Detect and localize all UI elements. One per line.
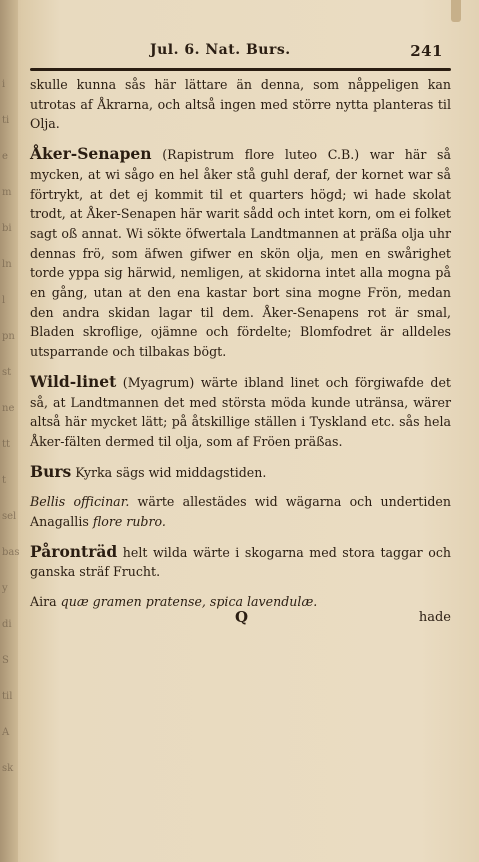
bleed-glyph: t [2,475,7,486]
page-tab [451,0,461,22]
bleed-glyph: bi [2,223,12,234]
bleed-glyph: i [2,79,6,90]
bleed-glyph: pn [2,331,15,342]
bleed-glyph: l [2,295,6,306]
page-number: 241 [410,42,443,60]
bleed-glyph: tt [2,439,11,450]
bleed-glyph: m [2,187,12,198]
bleed-glyph: di [2,619,12,630]
paragraph: Aira quæ gramen pratense, spica lavendulæ. [30,594,318,610]
catchword: hade [418,609,451,625]
bleed-glyph: e [2,151,8,162]
bleed-glyph: st [2,367,12,378]
header-rule [30,68,451,71]
lead-word: Burs [30,461,72,481]
paragraph: Bellis officinar. wärte allestädes wid wägarna och undertiden Anagallis flore rubro. [30,494,452,530]
paragraph: Wild-linet (Myagrum) wärte ibland linet och förgiwafde det så, at Landtmannen det med största möda kunde utränsa, wärer altså här mycket lätt; på åtskillige ställen i Tyskland etc. sås hela Åker-fälten dermed til olja, som af Fröen präßas. [30,371,451,449]
signature-mark: Q [235,607,249,626]
bleed-glyph: til [2,691,13,702]
lead-word: Påronträd [30,541,118,561]
signature-line [30,608,451,634]
paragraph: Burs Kyrka sägs wid middagstiden. [30,461,267,481]
lead-word: Wild-linet [30,371,117,391]
bleed-glyph: A [2,727,10,738]
paragraph: Åker-Senapen (Rapistrum flore luteo C.B.) war här så mycken, at wi sågo en hel åker stå guhl deraf, der kornet war så förtrykt, at det ej kommit til et quarters högd; wi hade skolat trodt, at Åker-Senapen här warit sådd och intet korn, om ei folket sagt oß annat. Wi sökte öfwertala Landtmannen at präßa olja uhr dennas frö, som äfwen gifwer en skön olja, men en swårighet torde yppa sig härwid, nemligen, at skidorna intet alla mogna på en gång, utan at den ena kastar bort sina mogne Frön, medan den andra skidan lagar til dem. Åker-Senapens rot är smal, Bladen skroflige, ojämne och fördelte; Blomfodret är alldeles utsparrande och tilbakas bögt. [30,144,451,360]
lead-word: Åker-Senapen [30,144,152,164]
paragraph: skulle kunna sås här lättare än denna, som nåppeligen kan utrotas af Åkrarna, och altså ingen med större nytta planteras til Olja. [30,77,451,132]
bleed-glyph: ne [2,403,15,414]
bleed-glyph: sel [2,511,17,522]
bleed-glyph: ti [2,115,10,126]
running-header [150,42,443,64]
running-title: Jul. 6. Nat. Burs. [150,42,291,58]
bleed-glyph: ln [2,259,12,270]
bleed-glyph: sk [2,763,14,774]
bleed-glyph: bas [2,547,20,558]
bleed-glyph: y [2,583,8,594]
paragraph: Påronträd helt wilda wärte i skogarna med stora taggar och ganska sträf Frucht. [30,541,451,580]
page-body [30,75,451,634]
bleed-glyph: S [2,655,9,666]
